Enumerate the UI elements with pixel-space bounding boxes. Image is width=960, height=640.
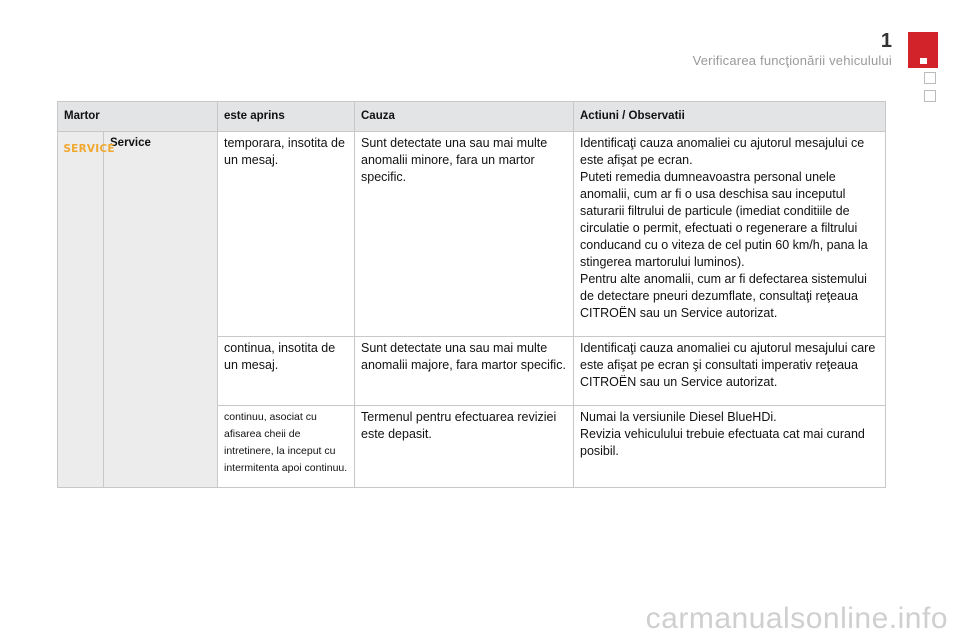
section-tab-3[interactable] xyxy=(924,90,936,102)
actions-cell xyxy=(574,406,886,488)
cause-cell: Sunt detectate una sau mai multe anomalii minore, fara un martor specific. xyxy=(355,132,574,337)
column-header-este-aprins: este aprins xyxy=(218,102,355,132)
cause-cell: Termenul pentru efectuarea reviziei este depasit. xyxy=(355,406,574,488)
actions-cell xyxy=(574,132,886,337)
action-text: Pentru alte anomalii, cum ar fi defectarea sistemului de detectare pneuri dezumflate, consultaţi reţeaua CITROËN sau un Service autorizat. xyxy=(580,272,867,320)
actions-cell xyxy=(574,337,886,406)
section-tab-active[interactable] xyxy=(908,32,938,68)
column-header-cauza: Cauza xyxy=(355,102,574,132)
action-text: Puteti remedia dumneavoastra personal unele anomalii, cum ar fi o usa deschisa sau inceputul saturarii filtrului de particule (imediat conditiile de circulatie o permit, efectuati o regenerare a filtrului conducand cu o viteza de cel putin 60 km/h, pana la stingerea martorului luminos). xyxy=(580,170,868,269)
state-cell: temporara, insotita de un mesaj. xyxy=(218,132,355,337)
action-text: Numai la versiunile Diesel BlueHDi. xyxy=(580,410,777,424)
section-title: Verificarea funcţionării vehiculului xyxy=(692,53,892,68)
page-number: 1 xyxy=(880,30,892,52)
section-tab-2[interactable] xyxy=(924,72,936,84)
state-cell: continuu, asociat cu afisarea cheii de intretinere, la inceput cu intermitenta apoi continuu. xyxy=(218,406,355,488)
state-cell: continua, insotita de un mesaj. xyxy=(218,337,355,406)
service-warning-icon: SERVICE xyxy=(63,142,115,155)
watermark: carmanualsonline.info xyxy=(645,602,948,635)
column-header-martor: Martor xyxy=(58,102,218,132)
tab-marker-icon xyxy=(920,58,927,64)
warning-name: Service xyxy=(104,132,218,488)
service-icon-cell xyxy=(58,132,115,488)
table-row xyxy=(58,132,886,337)
action-text: Identificaţi cauza anomaliei cu ajutorul mesajului ce este afişat pe ecran. xyxy=(580,136,865,167)
cause-cell: Sunt detectate una sau mai multe anomalii majore, fara martor specific. xyxy=(355,337,574,406)
column-header-actiuni: Actiuni / Observatii xyxy=(574,102,886,132)
action-text: Identificaţi cauza anomaliei cu ajutorul mesajului care este afişat pe ecran şi consultati imperativ reţeaua CITROËN sau un Service autorizat. xyxy=(580,341,876,389)
table-header-row xyxy=(58,102,886,132)
warning-light-table xyxy=(57,101,886,488)
action-text: Revizia vehiculului trebuie efectuata cat mai curand posibil. xyxy=(580,427,865,458)
